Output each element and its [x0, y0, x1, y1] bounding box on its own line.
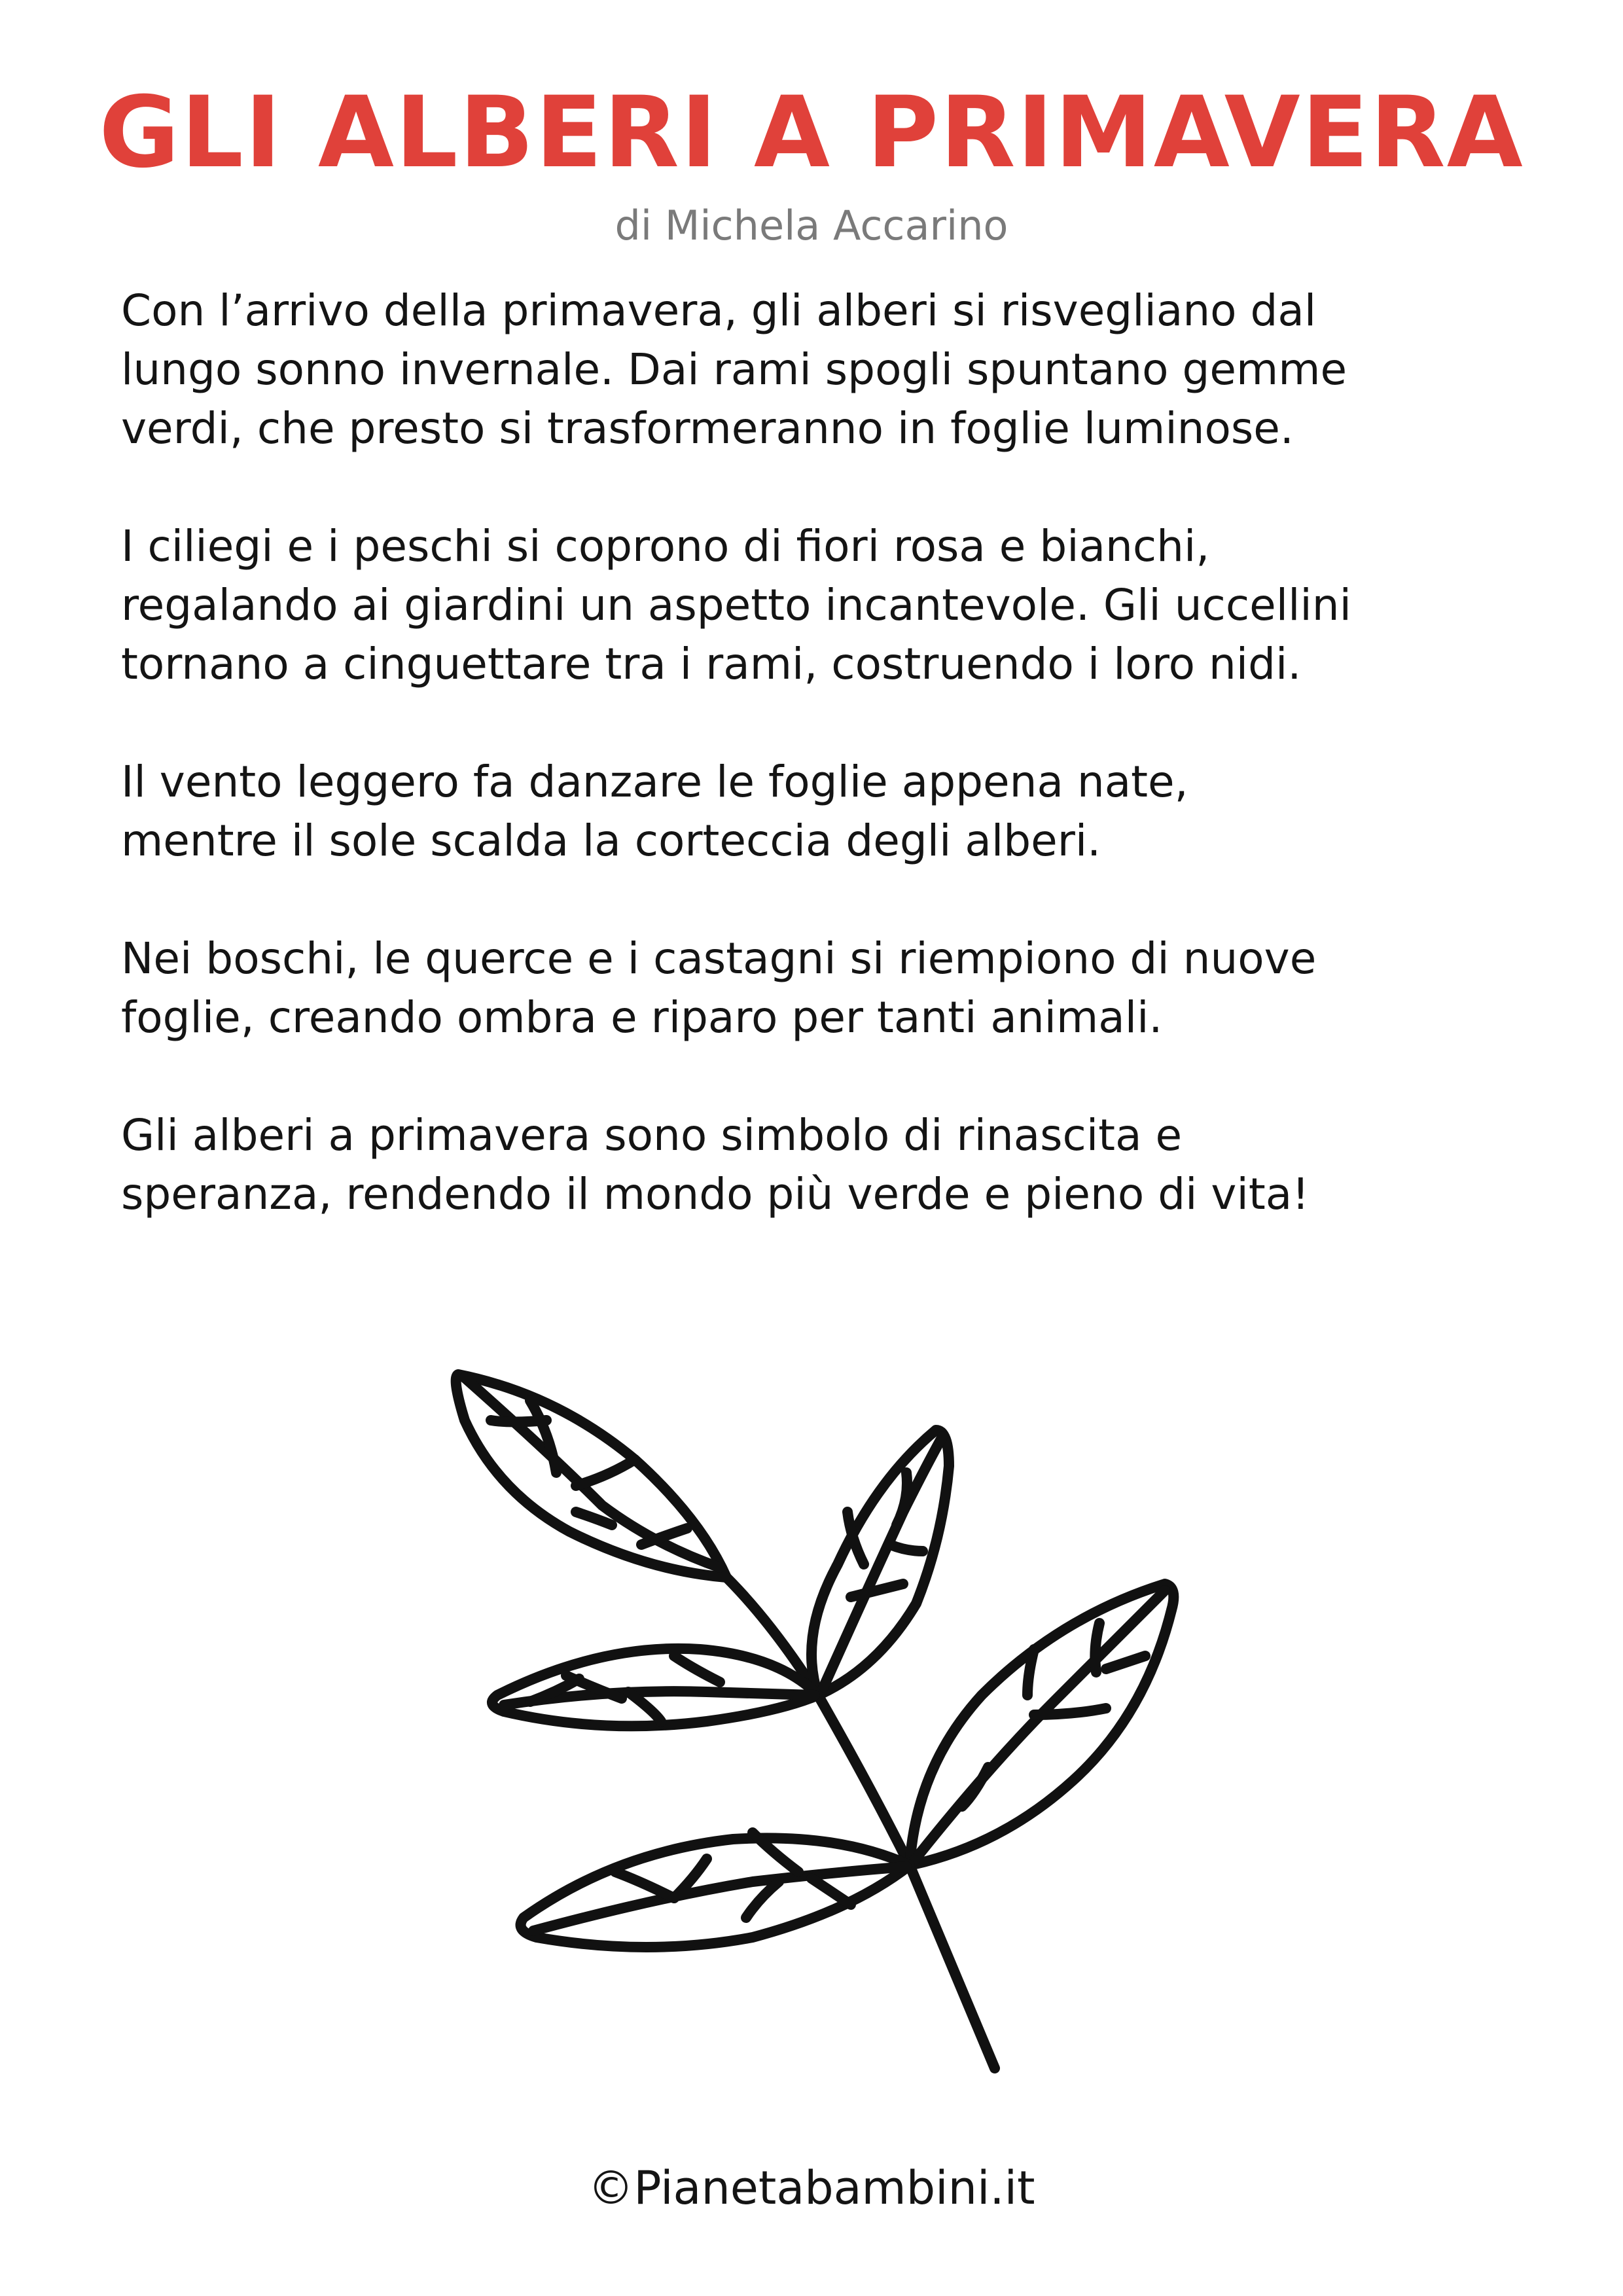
paragraph-3: Il vento leggero fa danzare le foglie appena nate, mentre il sole scalda la corteccia degli alberi.: [121, 757, 1188, 866]
poem-body: [121, 281, 1528, 1283]
paragraph-5: Gli alberi a primavera sono simbolo di rinascita e speranza, rendendo il mondo più verde e pieno di vita!: [121, 1110, 1310, 1219]
page-title: GLI ALBERI A PRIMAVERA: [99, 76, 1524, 190]
author-line: di Michela Accarino: [615, 202, 1008, 249]
leaf-branch-icon: [445, 1348, 1204, 2101]
copyright-footer: ©Pianetabambini.it: [588, 2161, 1035, 2215]
stem: [726, 1577, 995, 2068]
paragraph-1: Con l’arrivo della primavera, gli alberi si risvegliano dal lungo sonno invernale. Dai rami spogli spuntano gemme verdi, che presto si trasformeranno in foglie luminose.: [121, 285, 1347, 454]
paragraph-4: Nei boschi, le querce e i castagni si riempiono di nuove foglie, creando ombra e riparo per tanti animali.: [121, 933, 1317, 1043]
paragraph-2: I ciliegi e i peschi si coprono di fiori rosa e bianchi, regalando ai giardini un aspetto incantevole. Gli uccellini tornano a cinguettare tra i rami, costruendo i loro nidi.: [121, 521, 1351, 689]
